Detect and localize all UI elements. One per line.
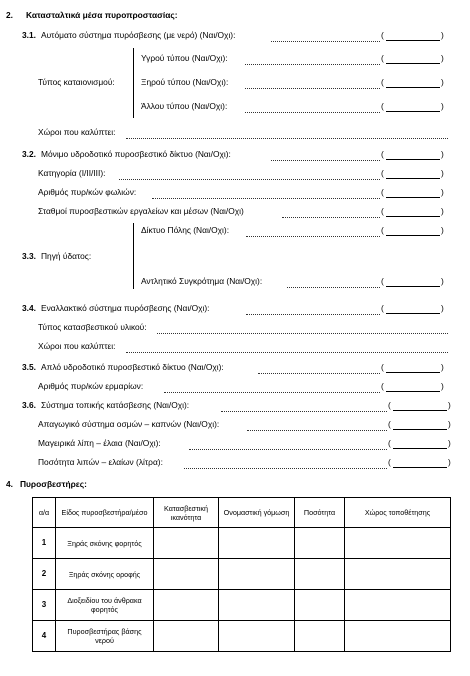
- field-label: Άλλου τύπου (Ναι/Οχι):: [141, 101, 228, 111]
- answer-field[interactable]: [393, 448, 447, 449]
- open-paren: (: [388, 419, 391, 429]
- charge-cell[interactable]: [219, 528, 295, 559]
- item-number: 3.6.: [22, 400, 36, 410]
- dotted-leader: [126, 138, 448, 139]
- capacity-cell[interactable]: [154, 590, 219, 621]
- item-number: 3.2.: [22, 149, 36, 159]
- quantity-cell[interactable]: [295, 559, 345, 590]
- field-label: Ξηρού τύπου (Ναι/Οχι):: [141, 77, 229, 87]
- open-paren: (: [381, 149, 384, 159]
- field-label: Απλό υδροδοτικό πυροσβεστικό δίκτυο (Ναι/Οχι):: [41, 362, 224, 372]
- quantity-cell[interactable]: [295, 528, 345, 559]
- close-paren: ): [441, 303, 444, 313]
- close-paren: ): [441, 168, 444, 178]
- dotted-leader: [184, 468, 387, 469]
- dotted-leader: [287, 287, 380, 288]
- answer-field[interactable]: [386, 372, 440, 373]
- dotted-leader: [247, 430, 387, 431]
- field-label: Αριθμός πυρ/κών φωλιών:: [38, 187, 137, 197]
- answer-field[interactable]: [386, 159, 440, 160]
- close-paren: ): [441, 276, 444, 286]
- header-cell: Χώρος τοποθέτησης: [345, 498, 451, 528]
- field-label: Αριθμός πυρ/κών ερμαρίων:: [38, 381, 144, 391]
- close-paren: ): [448, 438, 451, 448]
- close-paren: ): [448, 400, 451, 410]
- close-paren: ): [441, 225, 444, 235]
- section-number: 4.: [6, 479, 13, 489]
- open-paren: (: [388, 400, 391, 410]
- field-label: Πηγή ύδατος:: [41, 251, 92, 261]
- answer-field[interactable]: [386, 111, 440, 112]
- dotted-leader: [246, 314, 380, 315]
- field-label: Αντλητικό Συγκρότημα (Ναι/Οχι):: [141, 276, 263, 286]
- row-number: 3: [33, 590, 56, 621]
- close-paren: ): [441, 187, 444, 197]
- header-cell: Ποσότητα: [295, 498, 345, 528]
- field-label: Αυτόματο σύστημα πυρόσβεσης (με νερό) (Ναι/Οχι):: [41, 30, 236, 40]
- dotted-leader: [271, 160, 380, 161]
- capacity-cell[interactable]: [154, 621, 219, 652]
- dotted-leader: [221, 411, 387, 412]
- dotted-leader: [189, 449, 387, 450]
- quantity-cell[interactable]: [295, 590, 345, 621]
- dotted-leader: [119, 179, 380, 180]
- open-paren: (: [381, 53, 384, 63]
- item-number: 3.1.: [22, 30, 36, 40]
- answer-field[interactable]: [386, 197, 440, 198]
- field-label: Τύπος καταιονισμού:: [38, 77, 115, 87]
- answer-field[interactable]: [386, 87, 440, 88]
- charge-cell[interactable]: [219, 559, 295, 590]
- field-label: Σύστημα τοπικής κατάσβεσης (Ναι/Οχι):: [41, 400, 190, 410]
- dotted-leader: [126, 352, 448, 353]
- close-paren: ): [448, 419, 451, 429]
- header-cell: Είδος πυροσβεστήρα/μέσο: [56, 498, 154, 528]
- section-number: 2.: [6, 10, 13, 20]
- close-paren: ): [448, 457, 451, 467]
- dotted-leader: [157, 333, 448, 334]
- answer-field[interactable]: [386, 313, 440, 314]
- header-cell: Κατασβεστική ικανότητα: [154, 498, 219, 528]
- field-label: Υγρού τύπου (Ναι/Οχι):: [141, 53, 228, 63]
- dotted-leader: [246, 236, 380, 237]
- open-paren: (: [381, 77, 384, 87]
- open-paren: (: [381, 225, 384, 235]
- table-row: [33, 590, 451, 621]
- field-label: Χώροι που καλύπτει:: [38, 341, 116, 351]
- extinguisher-type: Διοξειδίου του άνθρακα φορητός: [56, 590, 154, 621]
- section-title: Κατασταλτικά μέσα πυροπροστασίας:: [26, 10, 178, 20]
- answer-field[interactable]: [386, 286, 440, 287]
- table-row: [33, 559, 451, 590]
- close-paren: ): [441, 30, 444, 40]
- dotted-leader: [164, 392, 380, 393]
- table-row: [33, 621, 451, 652]
- extinguisher-table: [32, 497, 451, 652]
- answer-field[interactable]: [386, 235, 440, 236]
- field-label: Μόνιμο υδροδοτικό πυροσβεστικό δίκτυο (Ναι/Οχι):: [41, 149, 231, 159]
- table-header-row: [33, 498, 451, 528]
- capacity-cell[interactable]: [154, 528, 219, 559]
- open-paren: (: [381, 276, 384, 286]
- charge-cell[interactable]: [219, 590, 295, 621]
- answer-field[interactable]: [393, 410, 447, 411]
- group-bracket: [133, 48, 134, 118]
- item-number: 3.3.: [22, 251, 36, 261]
- field-label: Χώροι που καλύπτει:: [38, 127, 116, 137]
- close-paren: ): [441, 206, 444, 216]
- location-cell[interactable]: [345, 621, 451, 652]
- close-paren: ): [441, 362, 444, 372]
- row-number: 1: [33, 528, 56, 559]
- header-cell: Ονομαστική γόμωση: [219, 498, 295, 528]
- dotted-leader: [245, 88, 380, 89]
- open-paren: (: [381, 168, 384, 178]
- header-cell: α/α: [33, 498, 56, 528]
- section-title: Πυροσβεστήρες:: [20, 479, 87, 489]
- answer-field[interactable]: [386, 40, 440, 41]
- open-paren: (: [381, 101, 384, 111]
- table-row: [33, 528, 451, 559]
- answer-field[interactable]: [386, 391, 440, 392]
- open-paren: (: [388, 457, 391, 467]
- dotted-leader: [152, 198, 380, 199]
- row-number: 2: [33, 559, 56, 590]
- quantity-cell[interactable]: [295, 621, 345, 652]
- dotted-leader: [245, 112, 380, 113]
- capacity-cell[interactable]: [154, 559, 219, 590]
- field-label: Μαγειρικά λίπη – έλαια (Ναι/Οχι):: [38, 438, 161, 448]
- dotted-leader: [245, 64, 380, 65]
- field-label: Σταθμοί πυροσβεστικών εργαλείων και μέσων (Ναι/Οχι): [38, 206, 244, 216]
- open-paren: (: [381, 187, 384, 197]
- item-number: 3.4.: [22, 303, 36, 313]
- field-label: Κατηγορία (Ι/ΙΙ/ΙΙΙ):: [38, 168, 106, 178]
- extinguisher-type: Ξηράς σκόνης φορητός: [56, 528, 154, 559]
- open-paren: (: [381, 303, 384, 313]
- open-paren: (: [381, 206, 384, 216]
- field-label: Απαγωγικό σύστημα οσμών – καπνών (Ναι/Οχι):: [38, 419, 220, 429]
- open-paren: (: [381, 362, 384, 372]
- close-paren: ): [441, 381, 444, 391]
- location-cell[interactable]: [345, 590, 451, 621]
- answer-field[interactable]: [393, 467, 447, 468]
- field-label: Τύπος κατασβεστικού υλικού:: [38, 322, 147, 332]
- close-paren: ): [441, 53, 444, 63]
- dotted-leader: [271, 41, 380, 42]
- location-cell[interactable]: [345, 559, 451, 590]
- close-paren: ): [441, 77, 444, 87]
- dotted-leader: [282, 217, 380, 218]
- extinguisher-type: Ξηράς σκόνης οροφής: [56, 559, 154, 590]
- field-label: Δίκτυο Πόλης (Ναι/Οχι):: [141, 225, 230, 235]
- close-paren: ): [441, 149, 444, 159]
- extinguisher-type: Πυροσβεστήρας βάσης νερού: [56, 621, 154, 652]
- field-label: Εναλλακτικό σύστημα πυρόσβεσης (Ναι/Οχι):: [41, 303, 210, 313]
- item-number: 3.5.: [22, 362, 36, 372]
- charge-cell[interactable]: [219, 621, 295, 652]
- field-label: Ποσότητα λιπών – ελαίων (λίτρα):: [38, 457, 163, 467]
- answer-field[interactable]: [386, 63, 440, 64]
- row-number: 4: [33, 621, 56, 652]
- close-paren: ): [441, 101, 444, 111]
- open-paren: (: [388, 438, 391, 448]
- open-paren: (: [381, 381, 384, 391]
- group-bracket: [133, 223, 134, 289]
- answer-field[interactable]: [393, 429, 447, 430]
- open-paren: (: [381, 30, 384, 40]
- dotted-leader: [258, 373, 380, 374]
- answer-field[interactable]: [386, 178, 440, 179]
- location-cell[interactable]: [345, 528, 451, 559]
- answer-field[interactable]: [386, 216, 440, 217]
